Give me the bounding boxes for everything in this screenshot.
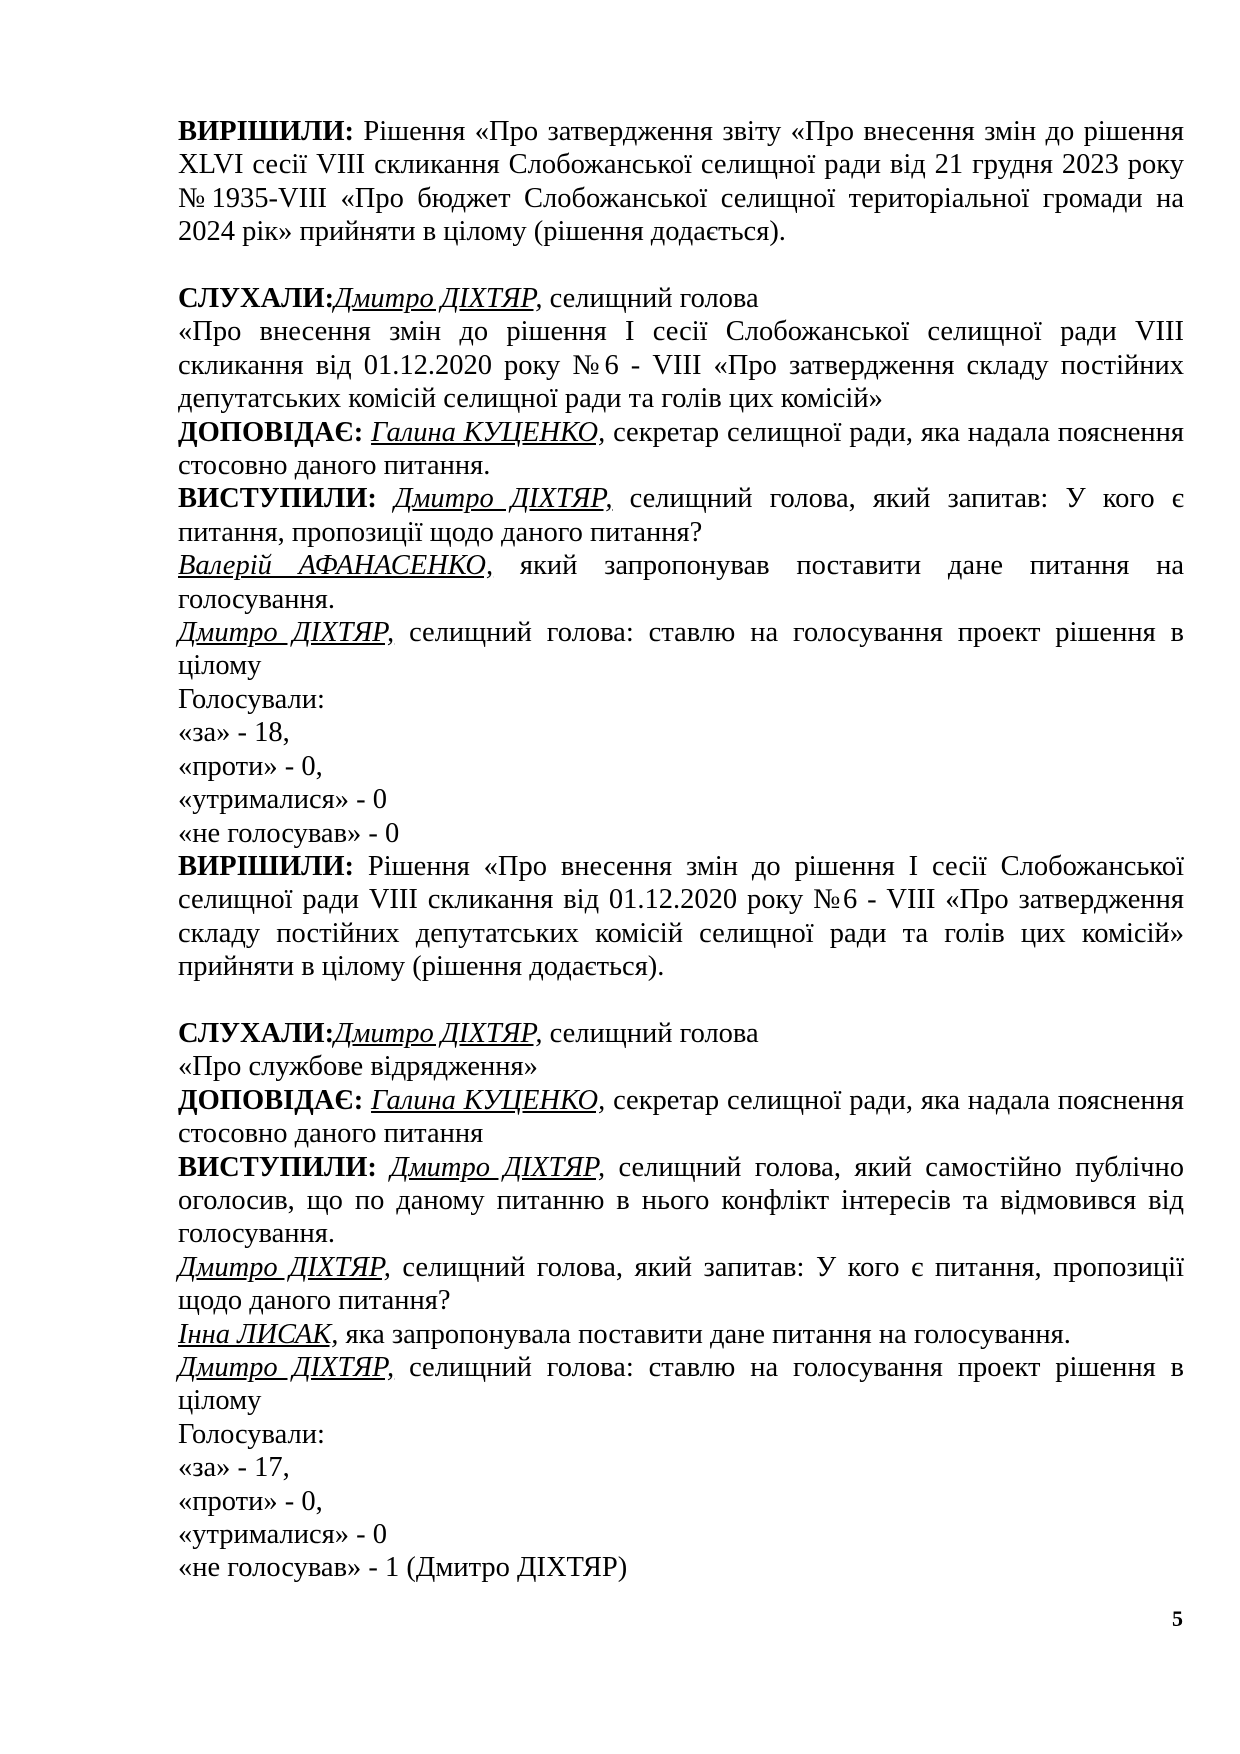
- spoke-label: ВИСТУПИЛИ:: [178, 1151, 377, 1183]
- vote-for: «за» - 18,: [178, 717, 290, 749]
- decided-label: ВИРІШИЛИ:: [178, 116, 355, 147]
- decision-paragraph: [178, 850, 1184, 984]
- voted-label: Голосували:: [178, 1418, 325, 1450]
- reporter-name: Галина КУЦЕНКО,: [371, 416, 606, 448]
- speaker-name: Інна ЛИСАК,: [178, 1318, 339, 1350]
- speaker-text: селищний голова: ставлю на голосування проект рішення в цілому: [178, 617, 1185, 682]
- decided-label: ВИРІШИЛИ:: [178, 850, 355, 882]
- speaker-text: яка запропонувала поставити дане питання на голосування.: [338, 1318, 1071, 1350]
- speaker-name: Дмитро ДІХТЯР,: [178, 617, 395, 649]
- decision-text: Рішення «Про внесення змін до рішення I сесії Слобожанської селищної ради VIII скликання від 01.12.2020 року №6 - VIII «Про затвердження складу постійних депутатських комісій селищної ради та голів цих комісій» прийняти в цілому (рішення додається).: [178, 850, 1184, 983]
- agenda-topic: «Про внесення змін до рішення I сесії Слобожанської селищної ради VIII скликання від 01.12.2020 року №6 - VIII «Про затвердження складу постійних депутатських комісій селищної ради та голів цих комісій»: [178, 316, 1184, 415]
- reporter-text: секретар селищної ради, яка надала пояснення стосовно даного питання: [178, 1084, 1184, 1150]
- speaker-paragraph: [178, 1318, 1184, 1351]
- speaker-text: селищний голова, який самостійно публічно оголосив, що по даному питанню в нього конфлікт інтересів та відмовився від голосування.: [178, 1151, 1185, 1250]
- speaker-role: селищний голова: [542, 1017, 759, 1049]
- heard-label: СЛУХАЛИ:: [178, 283, 335, 315]
- speaker-name: Валерій АФАНАСЕНКО,: [178, 550, 494, 582]
- speaker-text: який запропонував поставити дане питання на голосування.: [178, 550, 1185, 615]
- speaker-paragraph: [178, 616, 1184, 683]
- vote-for: «за» - 17,: [178, 1452, 290, 1484]
- vote-abstain: «утрималися» - 0: [178, 1519, 388, 1551]
- reports-label: ДОПОВІДАЄ:: [178, 416, 364, 448]
- reports-label: ДОПОВІДАЄ:: [178, 1084, 364, 1116]
- heard-paragraph: [178, 282, 1184, 315]
- spoke-label: ВИСТУПИЛИ:: [178, 483, 377, 515]
- speaker-paragraph: [178, 549, 1184, 616]
- reporter-text: секретар селищної ради, яка надала пояснення стосовно даного питання.: [178, 416, 1184, 482]
- speaker-name: Дмитро ДІХТЯР,: [334, 283, 543, 315]
- agenda-topic: «Про службове відрядження»: [178, 1051, 538, 1083]
- vote-not-voted: «не голосував» - 0: [178, 817, 400, 849]
- decision-text: Рішення «Про затвердження звіту «Про внесення змін до рішення XLVI сесії VIII скликання Слобожанської селищної ради від 21 грудня 2023 року №1935-VIII «Про бюджет Слобожанської селищної територіальної громади на 2024 рік» прийняти в цілому (рішення додається).: [178, 116, 1184, 248]
- vote-abstain: «утрималися» - 0: [178, 784, 388, 816]
- heard-label: СЛУХАЛИ:: [178, 1017, 335, 1049]
- reports-paragraph: [178, 416, 1184, 483]
- spacer: [178, 984, 1184, 1017]
- vote-against: «проти» - 0,: [178, 1485, 323, 1517]
- spacer: [178, 249, 1184, 282]
- speaker-name: Дмитро ДІХТЯР,: [178, 1251, 391, 1283]
- speaker-name: Дмитро ДІХТЯР,: [334, 1017, 543, 1049]
- page-number: 5: [1172, 1606, 1183, 1631]
- speaker-name: Дмитро ДІХТЯР,: [394, 483, 613, 515]
- voted-label: Голосували:: [178, 683, 325, 715]
- speaker-text: селищний голова: ставлю на голосування проект рішення в цілому: [178, 1352, 1185, 1417]
- speaker-text: селищний голова, який запитав: У кого є питання, пропозиції щодо даного питання?: [178, 483, 1185, 548]
- decision-paragraph: [178, 115, 1184, 249]
- reporter-name: Галина КУЦЕНКО,: [371, 1084, 606, 1116]
- spoke-paragraph: [178, 482, 1184, 549]
- document-page: [178, 115, 1184, 1585]
- speaker-text: селищний голова, який запитав: У кого є питання, пропозиції щодо даного питання?: [178, 1251, 1185, 1317]
- vote-against: «проти» - 0,: [178, 750, 323, 782]
- reports-paragraph: [178, 1084, 1184, 1151]
- vote-not-voted: «не голосував» - 1 (Дмитро ДІХТЯР): [178, 1552, 628, 1584]
- speaker-role: селищний голова: [542, 283, 759, 315]
- spoke-paragraph: [178, 1151, 1184, 1251]
- speaker-paragraph: [178, 1251, 1184, 1318]
- speaker-paragraph: [178, 1351, 1184, 1418]
- speaker-name: Дмитро ДІХТЯР,: [178, 1352, 395, 1383]
- heard-paragraph: [178, 1017, 1184, 1050]
- speaker-name: Дмитро ДІХТЯР,: [390, 1151, 606, 1183]
